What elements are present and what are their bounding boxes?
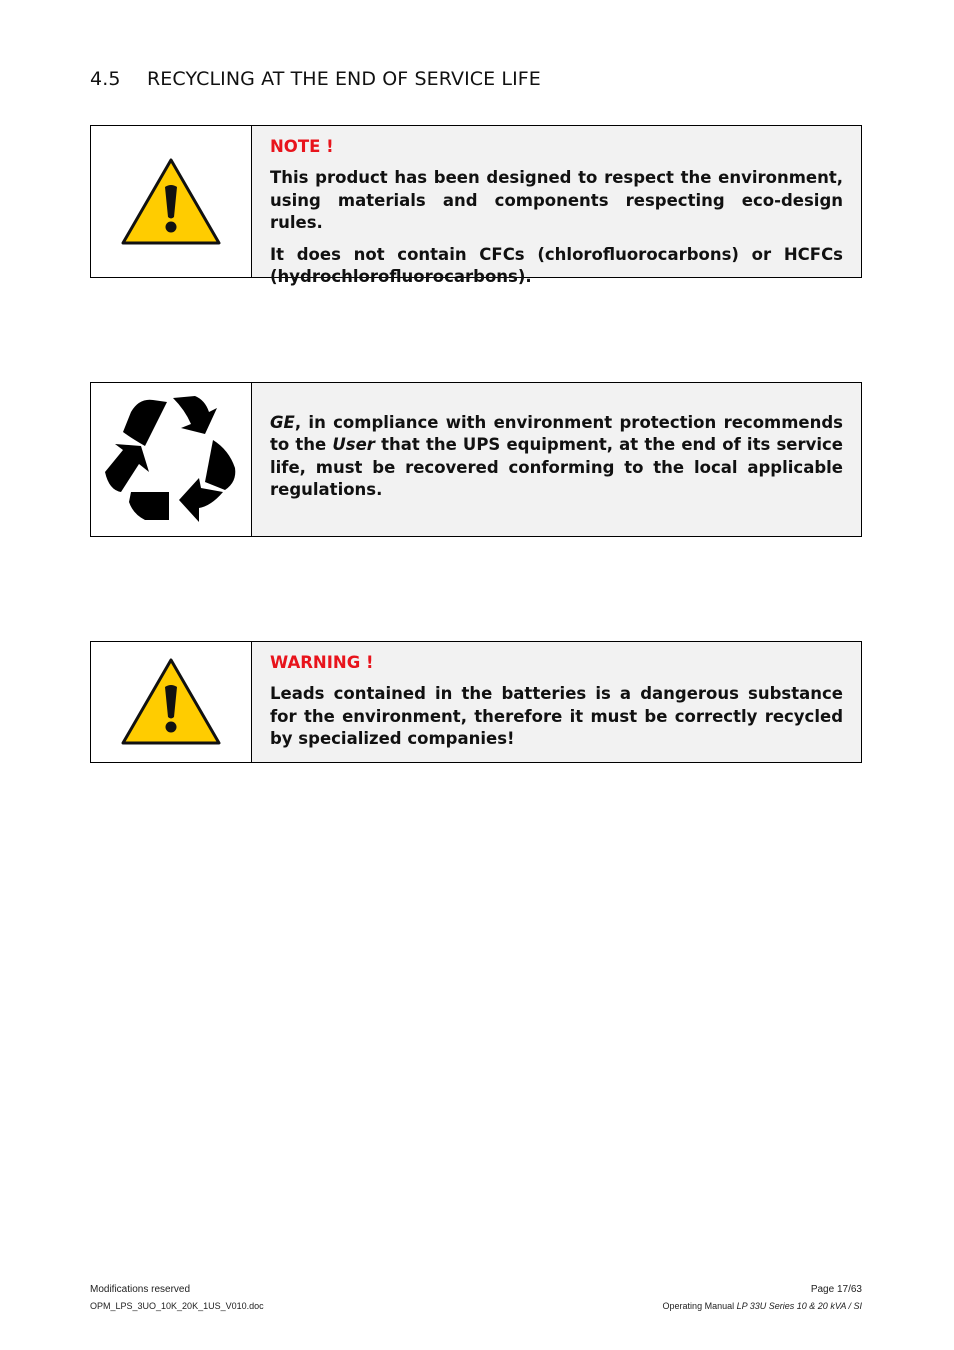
note-paragraph-1: This product has been designed to respect the environment, using materials and components respecting eco-design rules. [270, 168, 843, 232]
section-number: 4.5 [90, 68, 121, 90]
footer-left-line2: OPM_LPS_3UO_10K_20K_1US_V010.doc [90, 1301, 264, 1311]
note-label: NOTE ! [270, 137, 334, 156]
warning-text-cell [252, 642, 861, 762]
footer-page-number: Page 17/63 [810, 1284, 862, 1295]
section-title: RECYCLING AT THE END OF SERVICE LIFE [147, 68, 541, 90]
recycle-text-cell [252, 383, 861, 536]
note-box [90, 125, 862, 286]
footer-left-line1: Modifications reserved [90, 1284, 191, 1295]
note-icon-cell [91, 126, 252, 277]
recycle-box [90, 382, 862, 537]
recycle-text-1: , in compliance with environment protection recommends to the [270, 412, 843, 454]
warning-paragraph: Leads contained in the batteries is a dangerous substance for the environment, therefore it must be correctly recycled by specialized companies! [270, 684, 843, 748]
user-term: User [332, 435, 375, 454]
recycle-paragraph [270, 412, 843, 502]
footer-manual-model: LP 33U Series 10 & 20 kVA / SI [736, 1301, 862, 1311]
footer-manual-prefix: Operating Manual [662, 1301, 737, 1311]
warning-label: WARNING ! [270, 653, 374, 672]
section-heading [90, 68, 541, 90]
warning-box [90, 641, 862, 763]
brand-name: GE [270, 412, 295, 432]
recycle-text-2: that the UPS equipment, at the end of its service life, must be recovered conforming to the local applicable regulations. [270, 435, 843, 499]
warning-triangle-icon [120, 657, 222, 747]
warning-triangle-icon [120, 157, 222, 247]
recycle-icon-cell [91, 383, 252, 536]
note-paragraph-2: It does not contain CFCs (chlorofluorocarbons) or HCFCs (hydrochlorofluorocarbons). [270, 244, 843, 286]
note-text-cell [252, 126, 861, 286]
warning-icon-cell [91, 642, 252, 762]
footer-manual-title [663, 1301, 862, 1311]
recycle-icon [101, 392, 241, 528]
